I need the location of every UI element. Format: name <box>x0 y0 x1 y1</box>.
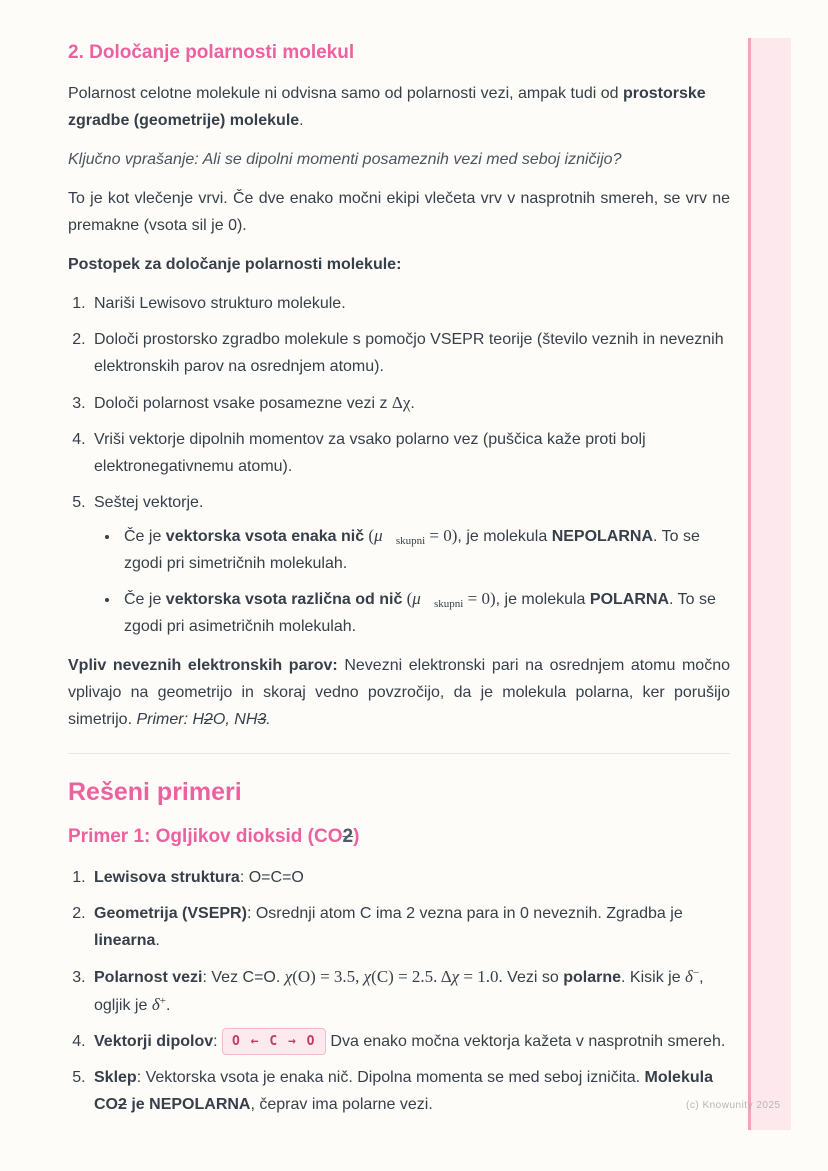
procedure-list <box>68 290 730 640</box>
example-step-conclusion <box>90 1064 730 1118</box>
text-fragment: je NEPOLARNA <box>126 1096 251 1113</box>
text-fragment: ( <box>402 589 413 608</box>
example-step-vectors <box>90 1028 730 1055</box>
step-label: Polarnost vezi <box>94 969 203 986</box>
text-fragment: , ogljik je <box>94 969 704 1014</box>
text-fragment: Seštej vektorje. <box>94 494 204 511</box>
text-fragment: . <box>165 997 171 1014</box>
step-item-5 <box>90 489 730 640</box>
text-fragment: : <box>136 1069 146 1086</box>
step-label: Vektorji dipolov <box>94 1033 214 1050</box>
example-step-polarity <box>90 963 730 1019</box>
text-fragment: Nevezni elektronski pari na osrednjem atomu močno vplivajo na geometrijo in skoraj vedno povzročijo, da je molekula polarna, ker porušijo simetrijo. <box>68 657 731 728</box>
text-fragment: , je molekula <box>495 591 590 608</box>
text-fragment: . To se zgodi pri asimetričnih molekulah. <box>124 591 716 635</box>
mu-vector-symbol: μ⃗ <box>412 589 435 608</box>
result-term: POLARNA <box>589 591 669 608</box>
text-fragment: Molekula CO <box>94 1069 713 1113</box>
text-fragment: (C) = 2.5. Δ <box>371 967 452 986</box>
bold-term: Postopek za določanje polarnosti molekule: <box>68 256 402 273</box>
text-fragment: Če je <box>124 528 166 545</box>
dipole-vectors-chip: O ← C → O <box>222 1028 326 1055</box>
text-fragment: (O) = 3.5, <box>292 967 364 986</box>
key-question-paragraph: Ključno vprašanje: Ali se dipolni momenti posameznih vezi med seboj izničijo? <box>68 151 622 168</box>
lone-pairs-paragraph <box>68 652 730 733</box>
text-fragment: : <box>202 969 212 986</box>
charge-sign: + <box>159 995 166 1007</box>
example1-heading <box>68 824 730 850</box>
result-term: NEPOLARNA <box>551 528 654 545</box>
text-fragment: = 0) <box>425 526 458 545</box>
outcome-nonzero-item <box>120 585 730 640</box>
step-item-1: 1. Nariši Lewisovo strukturo molekule. <box>90 290 730 317</box>
document-content <box>68 40 730 1130</box>
text-fragment: . <box>155 932 160 949</box>
mu-vector-expression <box>364 526 457 545</box>
step-label: Sklep <box>94 1069 137 1086</box>
bold-term: vektorska vsota enaka nič <box>165 528 365 545</box>
text-fragment: Določi polarnost vsake posamezne vezi z <box>94 395 392 412</box>
text-fragment: . <box>299 112 304 129</box>
text-fragment: Vezi so <box>502 969 564 986</box>
analogy-paragraph: To je kot vlečenje vrvi. Če dve enako močni ekipi vlečeta vrv v nasprotnih smereh, se vrv ne premakne (vsota sil je 0). <box>68 190 730 234</box>
text-fragment: ( <box>364 526 375 545</box>
example-step-geometry <box>90 900 730 954</box>
chi-symbol: χ <box>284 967 293 986</box>
struck-subscript-digit: 2 <box>118 1096 127 1113</box>
text-fragment: : <box>246 905 256 922</box>
text-fragment: . <box>410 395 415 412</box>
step-item-4: 4. Vriši vektorje dipolnih momentov za vsako polarno vez (puščica kaže proti bolj elektronegativnemu atomu). <box>90 426 730 480</box>
step-label: Lewisova struktura <box>94 869 240 886</box>
bold-term: prostorske zgradbe (geometrije) molekule <box>68 85 706 129</box>
text-fragment: O=C=O <box>248 869 304 886</box>
outcome-list <box>94 522 730 640</box>
struck-subscript-digit: 2 <box>342 826 354 847</box>
bold-term: polarne <box>563 969 622 986</box>
section-divider <box>68 753 730 754</box>
text-fragment: = 1.0. <box>459 967 503 986</box>
text-fragment: Polarnost celotne molekule ni odvisna samo od polarnosti vezi, ampak tudi od <box>68 85 623 102</box>
text-fragment: . Kisik je <box>621 969 686 986</box>
step-item-2: 2. Določi prostorsko zgradbo molekule s pomočjo VSEPR teorije (število veznih in neveznih elektronskih parov na osrednjem atomu). <box>90 326 730 380</box>
copyright-watermark: (c) Knowunity 2025 <box>686 1100 781 1111</box>
text-fragment: Vez C=O. <box>211 969 285 986</box>
delta-minus-expression <box>685 967 699 986</box>
text-fragment: = 0) <box>463 589 496 608</box>
example-formulas <box>136 711 270 728</box>
chi-symbol: χ <box>363 967 372 986</box>
text-fragment: : <box>213 1033 223 1050</box>
delta-chi-expression: Δχ <box>391 393 411 412</box>
text-fragment: , je molekula <box>457 528 552 545</box>
delta-symbol: δ <box>685 967 693 986</box>
electronegativity-expression <box>285 967 503 986</box>
text-fragment: Primer: H <box>136 711 205 728</box>
outcome-zero-item <box>120 522 730 577</box>
delta-symbol: δ <box>151 995 160 1014</box>
mu-subscript: skupni <box>434 598 464 610</box>
text-fragment: Primer 1: Ogljikov dioksid (CO <box>68 826 343 847</box>
text-fragment: Vektorska vsota je enaka nič. Dipolna momenta se med seboj izničita. <box>145 1069 645 1086</box>
text-fragment: Če je <box>124 591 166 608</box>
example1-list <box>68 864 730 1118</box>
page-accent-bar <box>748 38 791 1130</box>
delta-plus-expression <box>152 995 166 1014</box>
example-step-lewis <box>90 864 730 891</box>
text-fragment: O, NH <box>212 711 258 728</box>
step-item-3 <box>90 389 730 417</box>
text-fragment: Osrednji atom C ima 2 vezna para in 0 neveznih. Zgradba je <box>255 905 683 922</box>
chi-symbol: χ <box>451 967 460 986</box>
text-fragment: . To se zgodi pri simetričnih molekulah. <box>124 528 700 572</box>
mu-subscript: skupni <box>395 535 426 547</box>
text-fragment: : <box>239 869 249 886</box>
step-label: Geometrija (VSEPR) <box>94 905 247 922</box>
struck-subscript-digit: 2 <box>204 711 213 728</box>
bold-term: vektorska vsota različna od nič <box>165 591 403 608</box>
bold-term: Vpliv neveznih elektronskih parov: <box>68 657 338 674</box>
section-heading: 2. Določanje polarnosti molekul <box>68 42 355 63</box>
text-fragment: , čeprav ima polarne vezi. <box>250 1096 433 1113</box>
charge-sign: − <box>692 967 700 979</box>
mu-vector-symbol: μ⃗ <box>374 526 396 545</box>
text-fragment: ) <box>353 826 360 847</box>
intro-paragraph <box>68 80 730 134</box>
text-fragment: Dva enako močna vektorja kažeta v nasprotnih smereh. <box>325 1033 726 1050</box>
procedure-heading <box>68 251 730 278</box>
bold-term: linearna <box>94 932 156 949</box>
text-fragment: . <box>266 711 271 728</box>
solved-examples-heading: Rešeni primeri <box>68 778 242 806</box>
mu-vector-expression <box>402 589 495 608</box>
struck-subscript-digit: 3 <box>257 711 267 728</box>
